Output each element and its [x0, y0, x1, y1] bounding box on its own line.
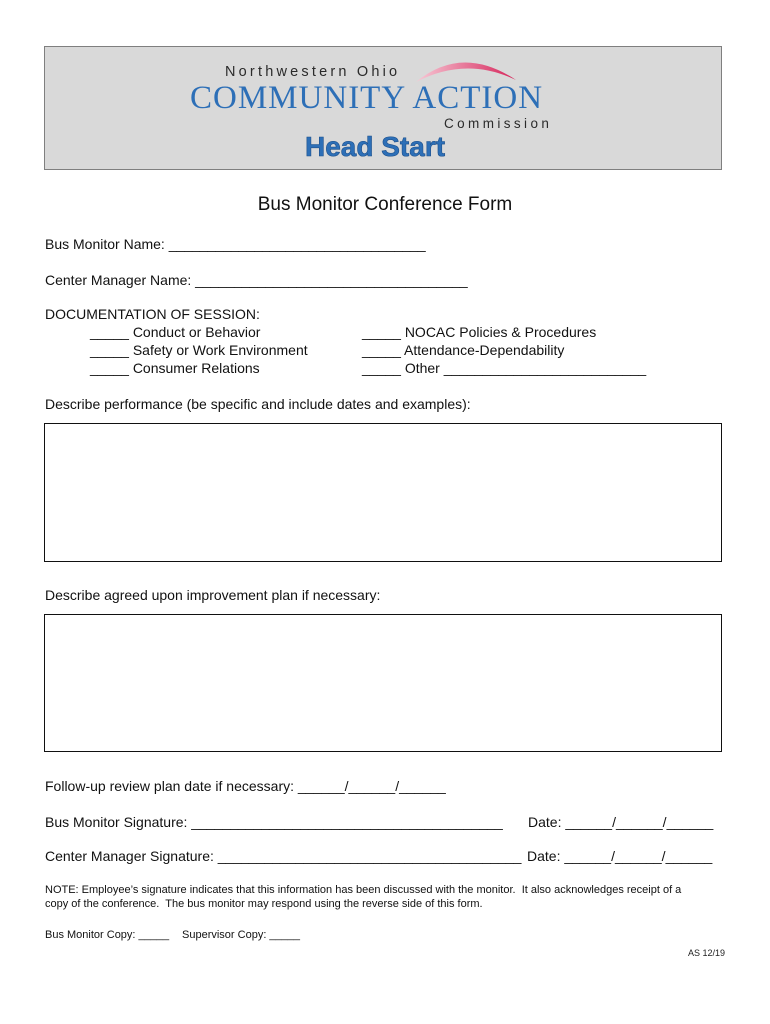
program-name: Head Start [305, 131, 446, 162]
center-manager-name-field[interactable]: Center Manager Name: ___________________________________ [45, 272, 468, 288]
improvement-prompt: Describe agreed upon improvement plan if necessary: [45, 587, 381, 603]
org-name-main: COMMUNITY ACTION [190, 80, 544, 116]
option-other[interactable]: _____ Other __________________________ [362, 360, 647, 376]
option-policies[interactable]: _____ NOCAC Policies & Procedures [362, 324, 597, 340]
monitor-signature-field[interactable]: Bus Monitor Signature: ________________________________________ [45, 814, 503, 830]
form-title: Bus Monitor Conference Form [257, 194, 513, 215]
performance-prompt: Describe performance (be specific and include dates and examples): [45, 396, 471, 412]
manager-date-field[interactable]: Date: ______/______/______ [527, 848, 713, 864]
option-safety[interactable]: _____ Safety or Work Environment [90, 342, 308, 358]
option-conduct[interactable]: _____ Conduct or Behavior [90, 324, 261, 340]
org-name-top: Northwestern Ohio [225, 64, 401, 80]
monitor-copy-field[interactable]: Bus Monitor Copy: _____ [45, 929, 170, 941]
form-version: AS 12/19 [688, 948, 726, 958]
manager-signature-field[interactable]: Center Manager Signature: _______________________________________ [45, 848, 522, 864]
improvement-textbox[interactable] [44, 614, 722, 752]
monitor-date-field[interactable]: Date: ______/______/______ [528, 814, 714, 830]
option-attendance[interactable]: _____ Attendance-Dependability [362, 342, 565, 358]
note-line-2: copy of the conference. The bus monitor may respond using the reverse side of this form. [45, 898, 483, 910]
note-line-1: NOTE: Employee’s signature indicates that this information has been discussed with the monitor. It also acknowledges receipt of a [45, 884, 682, 896]
supervisor-copy-field[interactable]: Supervisor Copy: _____ [182, 929, 301, 941]
option-consumer-relations[interactable]: _____ Consumer Relations [90, 360, 260, 376]
followup-date-field[interactable]: Follow-up review plan date if necessary: ______/______/______ [45, 778, 446, 794]
bus-monitor-name-field[interactable]: Bus Monitor Name: _________________________________ [45, 236, 426, 252]
documentation-heading: DOCUMENTATION OF SESSION: [45, 306, 260, 322]
org-name-bottom: Commission [444, 116, 553, 131]
performance-textbox[interactable] [44, 423, 722, 562]
